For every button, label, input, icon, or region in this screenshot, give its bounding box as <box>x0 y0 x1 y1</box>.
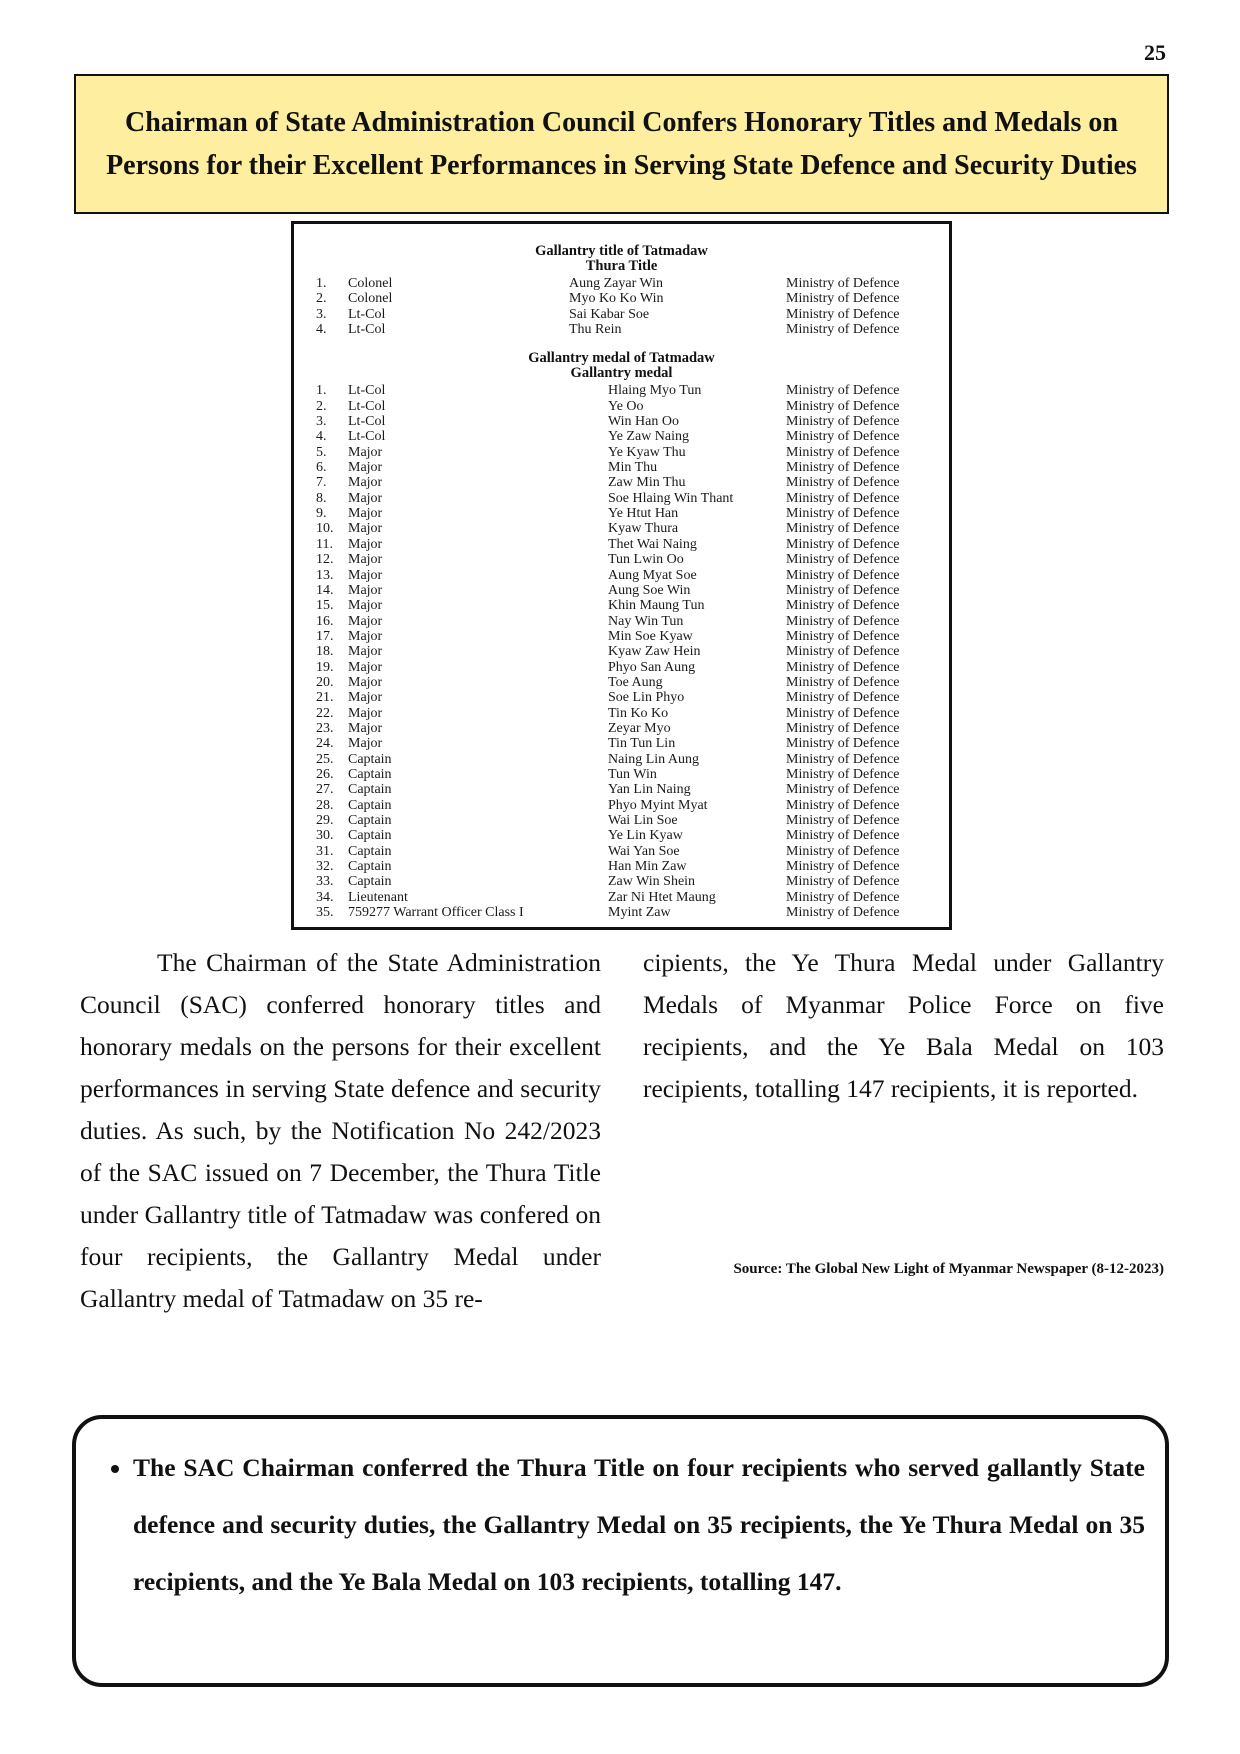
ministry: Ministry of Defence <box>786 628 900 644</box>
ministry: Ministry of Defence <box>786 766 900 782</box>
recipient-name: Tin Tun Lin <box>608 736 676 752</box>
recipient-row <box>294 291 949 306</box>
recipient-row <box>294 844 949 859</box>
rank: Lt-Col <box>348 383 386 399</box>
ministry: Ministry of Defence <box>786 736 900 752</box>
ministry: Ministry of Defence <box>786 797 900 813</box>
recipient-name: Soe Hlaing Win Thant <box>608 490 734 506</box>
ministry: Ministry of Defence <box>786 552 900 568</box>
row-number: 17. <box>316 628 334 644</box>
ministry: Ministry of Defence <box>786 429 900 445</box>
recipient-row <box>294 521 949 536</box>
recipient-row <box>294 598 949 613</box>
rank: Major <box>348 490 383 506</box>
recipient-row <box>294 736 949 751</box>
recipient-row <box>294 583 949 598</box>
recipient-name: Hlaing Myo Tun <box>608 383 702 399</box>
ministry: Ministry of Defence <box>786 506 900 522</box>
recipient-row <box>294 614 949 629</box>
recipient-name: Yan Lin Naing <box>608 782 691 798</box>
recipient-name: Aung Zayar Win <box>569 276 664 291</box>
recipient-row <box>294 874 949 889</box>
row-number: 1. <box>316 276 327 291</box>
ministry: Ministry of Defence <box>786 674 900 690</box>
gallantry-medal-list <box>294 383 949 920</box>
rank: Major <box>348 460 383 476</box>
ministry: Ministry of Defence <box>786 567 900 583</box>
recipient-name: Tun Lwin Oo <box>608 552 684 568</box>
section1-subheading: Thura Title <box>585 258 658 274</box>
recipient-row <box>294 552 949 567</box>
recipient-row <box>294 828 949 843</box>
recipient-name: Ye Oo <box>608 398 644 414</box>
recipient-name: Zaw Win Shein <box>608 874 696 890</box>
row-number: 11. <box>316 536 333 552</box>
rank: Major <box>348 705 383 721</box>
row-number: 4. <box>316 322 327 338</box>
recipient-name: Naing Lin Aung <box>608 751 699 767</box>
summary-bullet: • The SAC Chairman conferred the Thura Title on four recipients who served gallantly State defence and security duties, the Gallantry Medal on 35 recipients, the Ye Thura Medal on 35 recipients, and the Ye Bala Medal on 103 recipients, totalling 147. <box>133 1439 1145 1610</box>
summary-box <box>72 1415 1169 1687</box>
rank: Major <box>348 690 383 706</box>
row-number: 2. <box>316 398 327 414</box>
row-number: 4. <box>316 429 327 445</box>
rank: Captain <box>348 813 392 828</box>
rank: Captain <box>348 843 392 859</box>
row-number: 28. <box>316 797 334 813</box>
rank: Lt-Col <box>348 398 386 414</box>
rank: Major <box>348 598 383 614</box>
recipient-row <box>294 706 949 721</box>
recipient-row <box>294 383 949 398</box>
recipient-row <box>294 721 949 736</box>
rank: Lt-Col <box>348 306 386 322</box>
rank: Captain <box>348 751 392 767</box>
ministry: Ministry of Defence <box>786 536 900 552</box>
rank: Major <box>348 582 383 598</box>
recipient-name: Han Min Zaw <box>608 859 687 875</box>
recipient-row <box>294 399 949 414</box>
rank: Lt-Col <box>348 414 386 430</box>
ministry: Ministry of Defence <box>786 383 900 399</box>
ministry: Ministry of Defence <box>786 475 900 491</box>
rank: Major <box>348 644 383 660</box>
rank: Major <box>348 536 383 552</box>
recipient-row <box>294 506 949 521</box>
row-number: 30. <box>316 828 334 844</box>
row-number: 27. <box>316 782 334 798</box>
ministry: Ministry of Defence <box>786 414 900 430</box>
recipient-row <box>294 414 949 429</box>
row-number: 7. <box>316 475 327 491</box>
recipient-name: Kyaw Thura <box>608 521 679 537</box>
ministry: Ministry of Defence <box>786 521 900 537</box>
section1-heading: Gallantry title of Tatmadaw <box>535 243 708 259</box>
recipient-name: Sai Kabar Soe <box>569 306 650 322</box>
ministry: Ministry of Defence <box>786 751 900 767</box>
rank: Major <box>348 674 383 690</box>
row-number: 16. <box>316 613 334 629</box>
section2-heading: Gallantry medal of Tatmadaw <box>528 350 715 367</box>
ministry: Ministry of Defence <box>786 720 900 736</box>
source-citation: Source: The Global New Light of Myanmar Newspaper (8-12-2023) <box>733 1261 1164 1277</box>
ministry: Ministry of Defence <box>786 322 900 338</box>
recipient-row <box>294 660 949 675</box>
recipient-name: Thet Wai Naing <box>608 536 697 552</box>
recipient-row <box>294 276 949 291</box>
recipient-name: Toe Aung <box>608 674 663 690</box>
recipient-row <box>294 537 949 552</box>
ministry: Ministry of Defence <box>786 690 900 706</box>
rank: Major <box>348 567 383 583</box>
ministry: Ministry of Defence <box>786 659 900 675</box>
body-text-left-column: The Chairman of the State Administration Council (SAC) conferred honorary titles and honorary medals on the persons for their excellent performances in serving State defence and security duties. As such, by the Notification No 242/2023 of the SAC issued on 7 December, the Thura Title under Gallantry title of Tatmadaw was confered on four recipients, the Gallantry Medal under Gallantry medal of Tatmadaw on 35 re- <box>80 948 601 1313</box>
recipient-name: Ye Kyaw Thu <box>608 444 686 460</box>
row-number: 5. <box>316 444 327 460</box>
row-number: 6. <box>316 460 327 476</box>
recipient-name: Zaw Min Thu <box>608 475 686 491</box>
row-number: 29. <box>316 813 334 828</box>
recipient-row <box>294 690 949 705</box>
rank: Major <box>348 659 383 675</box>
ministry: Ministry of Defence <box>786 582 900 598</box>
summary-list <box>76 1419 1165 1610</box>
recipient-row <box>294 752 949 767</box>
rank: Captain <box>348 797 392 813</box>
rank: Major <box>348 613 383 629</box>
ministry: Ministry of Defence <box>786 398 900 414</box>
ministry: Ministry of Defence <box>786 889 900 905</box>
ministry: Ministry of Defence <box>786 306 900 322</box>
thura-title-list <box>294 276 949 337</box>
row-number: 12. <box>316 552 334 568</box>
recipient-name: Aung Myat Soe <box>608 567 697 583</box>
recipient-name: Zeyar Myo <box>608 720 671 736</box>
rank: 759277 Warrant Officer Class I <box>348 905 524 921</box>
rank: Lt-Col <box>348 429 386 445</box>
ministry: Ministry of Defence <box>786 905 900 921</box>
ministry: Ministry of Defence <box>786 444 900 460</box>
recipient-row <box>294 813 949 828</box>
recipient-row <box>294 445 949 460</box>
recipient-name: Ye Htut Han <box>608 506 679 522</box>
section2-subheading: Gallantry medal <box>570 365 673 382</box>
row-number: 2. <box>316 291 327 307</box>
recipient-name: Wai Yan Soe <box>608 843 680 859</box>
recipient-name: Win Han Oo <box>608 414 679 430</box>
rank: Major <box>348 552 383 568</box>
article-title: Chairman of State Administration Council Confers Honorary Titles and Medals on Persons for their Excellent Performances in Serving State Defence and Security Duties <box>106 107 1137 181</box>
recipient-row <box>294 859 949 874</box>
recipient-row <box>294 429 949 444</box>
newspaper-clipping <box>291 221 952 930</box>
row-number: 3. <box>316 306 327 322</box>
recipient-name: Tun Win <box>608 766 657 782</box>
rank: Lieutenant <box>348 889 408 905</box>
rank: Captain <box>348 874 392 890</box>
body-text-right-column: cipients, the Ye Thura Medal under Gallantry Medals of Myanmar Police Force on five recipients, and the Ye Bala Medal on 103 recipients, totalling 147 recipients, it is reported. <box>643 948 1164 1103</box>
rank: Captain <box>348 766 392 782</box>
recipient-row <box>294 905 949 920</box>
recipient-name: Min Soe Kyaw <box>608 628 693 644</box>
recipient-row <box>294 491 949 506</box>
ministry: Ministry of Defence <box>786 828 900 844</box>
ministry: Ministry of Defence <box>786 613 900 629</box>
ministry: Ministry of Defence <box>786 460 900 476</box>
row-number: 35. <box>316 905 334 921</box>
recipient-row <box>294 460 949 475</box>
recipient-row <box>294 644 949 659</box>
recipient-row <box>294 568 949 583</box>
rank: Major <box>348 720 383 736</box>
ministry: Ministry of Defence <box>786 874 900 890</box>
row-number: 32. <box>316 859 334 875</box>
row-number: 23. <box>316 720 334 736</box>
recipient-name: Zar Ni Htet Maung <box>608 889 716 905</box>
rank: Major <box>348 475 383 491</box>
recipient-name: Soe Lin Phyo <box>608 690 685 706</box>
recipient-row <box>294 890 949 905</box>
recipient-name: Aung Soe Win <box>608 582 691 598</box>
ministry: Ministry of Defence <box>786 598 900 614</box>
recipient-name: Phyo Myint Myat <box>608 797 708 813</box>
row-number: 15. <box>316 598 334 614</box>
recipient-name: Tin Ko Ko <box>608 705 669 721</box>
rank: Colonel <box>348 291 393 307</box>
page-number: 25 <box>1144 40 1166 65</box>
ministry: Ministry of Defence <box>786 859 900 875</box>
rank: Major <box>348 444 383 460</box>
row-number: 1. <box>316 383 327 399</box>
rank: Major <box>348 506 383 522</box>
recipient-row <box>294 475 949 490</box>
recipient-row <box>294 782 949 797</box>
recipient-name: Nay Win Tun <box>608 613 684 629</box>
ministry: Ministry of Defence <box>786 276 900 291</box>
ministry: Ministry of Defence <box>786 644 900 660</box>
ministry: Ministry of Defence <box>786 705 900 721</box>
row-number: 25. <box>316 751 334 767</box>
row-number: 24. <box>316 736 334 752</box>
row-number: 22. <box>316 705 334 721</box>
recipient-row <box>294 322 949 337</box>
row-number: 13. <box>316 567 334 583</box>
row-number: 8. <box>316 490 327 506</box>
row-number: 26. <box>316 766 334 782</box>
ministry: Ministry of Defence <box>786 782 900 798</box>
rank: Major <box>348 521 383 537</box>
ministry: Ministry of Defence <box>786 813 900 828</box>
recipient-row <box>294 798 949 813</box>
recipient-row <box>294 629 949 644</box>
title-banner <box>74 74 1169 214</box>
recipient-name: Kyaw Zaw Hein <box>608 644 701 660</box>
recipient-row <box>294 675 949 690</box>
rank: Major <box>348 628 383 644</box>
recipient-row <box>294 307 949 322</box>
ministry: Ministry of Defence <box>786 291 900 307</box>
rank: Major <box>348 736 383 752</box>
rank: Captain <box>348 782 392 798</box>
row-number: 31. <box>316 843 334 859</box>
row-number: 10. <box>316 521 334 537</box>
recipient-name: Ye Zaw Naing <box>608 429 690 445</box>
row-number: 33. <box>316 874 334 890</box>
row-number: 9. <box>316 506 327 522</box>
recipient-name: Khin Maung Tun <box>608 598 705 614</box>
recipient-name: Myo Ko Ko Win <box>569 291 664 307</box>
recipient-name: Ye Lin Kyaw <box>608 828 683 844</box>
row-number: 14. <box>316 582 334 598</box>
ministry: Ministry of Defence <box>786 843 900 859</box>
rank: Colonel <box>348 276 393 291</box>
recipient-name: Min Thu <box>608 460 658 476</box>
row-number: 34. <box>316 889 334 905</box>
recipient-name: Phyo San Aung <box>608 659 696 675</box>
recipient-name: Wai Lin Soe <box>608 813 678 828</box>
rank: Lt-Col <box>348 322 386 338</box>
rank: Captain <box>348 828 392 844</box>
row-number: 3. <box>316 414 327 430</box>
row-number: 20. <box>316 674 334 690</box>
recipient-name: Myint Zaw <box>608 905 671 921</box>
rank: Captain <box>348 859 392 875</box>
row-number: 19. <box>316 659 334 675</box>
recipient-name: Thu Rein <box>569 322 622 338</box>
row-number: 18. <box>316 644 334 660</box>
row-number: 21. <box>316 690 334 706</box>
recipient-row <box>294 767 949 782</box>
ministry: Ministry of Defence <box>786 490 900 506</box>
